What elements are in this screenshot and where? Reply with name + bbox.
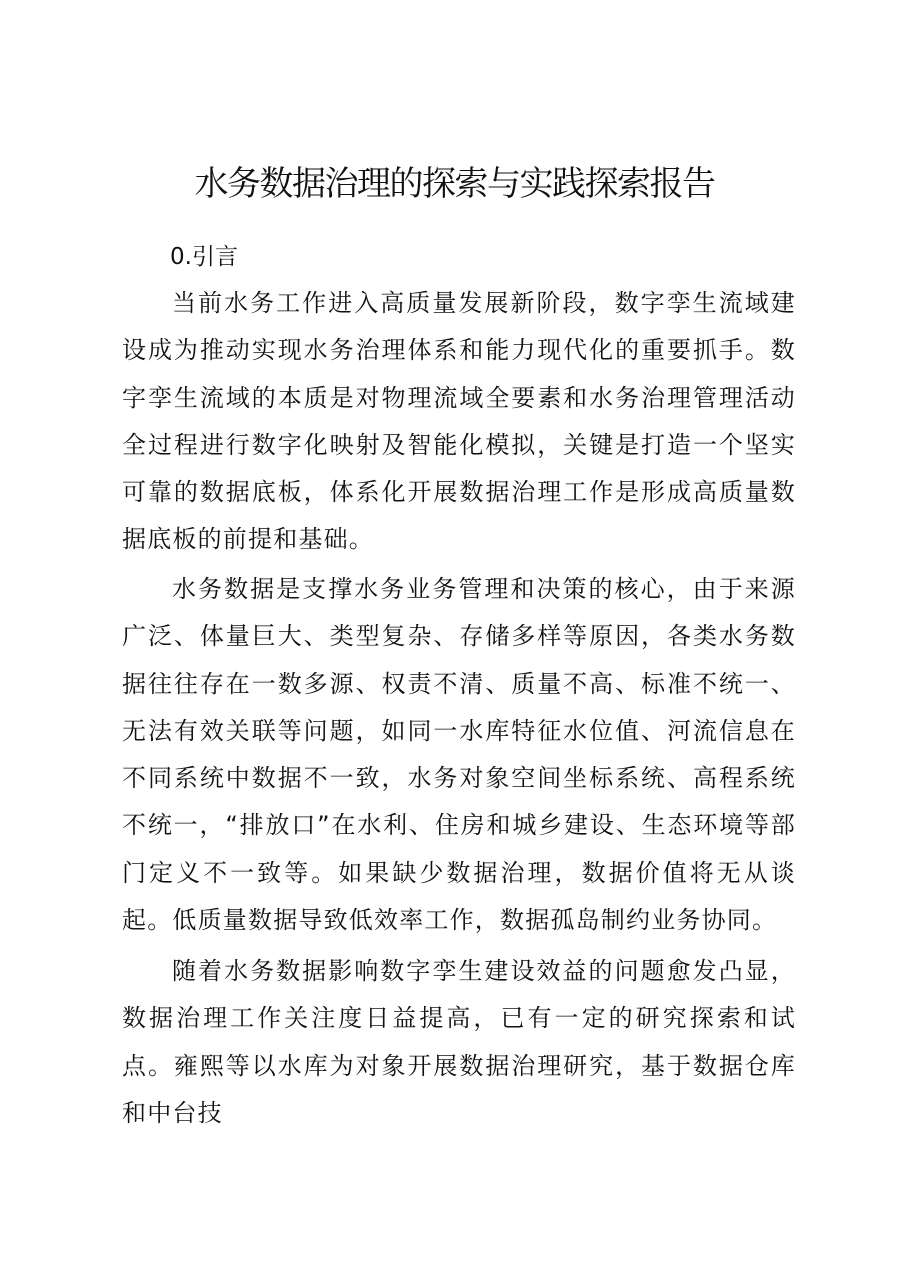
body-paragraph: 水务数据是支撑水务业务管理和决策的核心，由于来源广泛、体量巨大、类型复杂、存储多样等原因，各类水务数据往往存在一数多源、权责不清、质量不高、标准不统一、无法有效关联等问题，如同一水库特征水位值、河流信息在不同系统中数据不一致，水务对象空间坐标系统、高程系统不统一，“排放口”在水利、住房和城乡建设、生态环境等部门定义不一致等。如果缺少数据治理，数据价值将无从谈起。低质量数据导致低效率工作，数据孤岛制约业务协同。 (122, 575, 796, 935)
section-heading: 0.引言 (170, 244, 238, 270)
body-paragraph: 当前水务工作进入高质量发展新阶段，数字孪生流域建设成为推动实现水务治理体系和能力现代化的重要抓手。数字孪生流域的本质是对物理流域全要素和水务治理管理活动全过程进行数字化映射及智能化模拟，关键是打造一个坚实可靠的数据底板，体系化开展数据治理工作是形成高质量数据底板的前提和基础。 (122, 289, 796, 554)
body-paragraph: 随着水务数据影响数字孪生建设效益的问题愈发凸显，数据治理工作关注度日益提高，已有一定的研究探索和试点。雍熙等以水库为对象开展数据治理研究，基于数据仓库和中台技 (122, 957, 796, 1127)
document-title: 水务数据治理的探索与实践探索报告 (194, 164, 715, 204)
